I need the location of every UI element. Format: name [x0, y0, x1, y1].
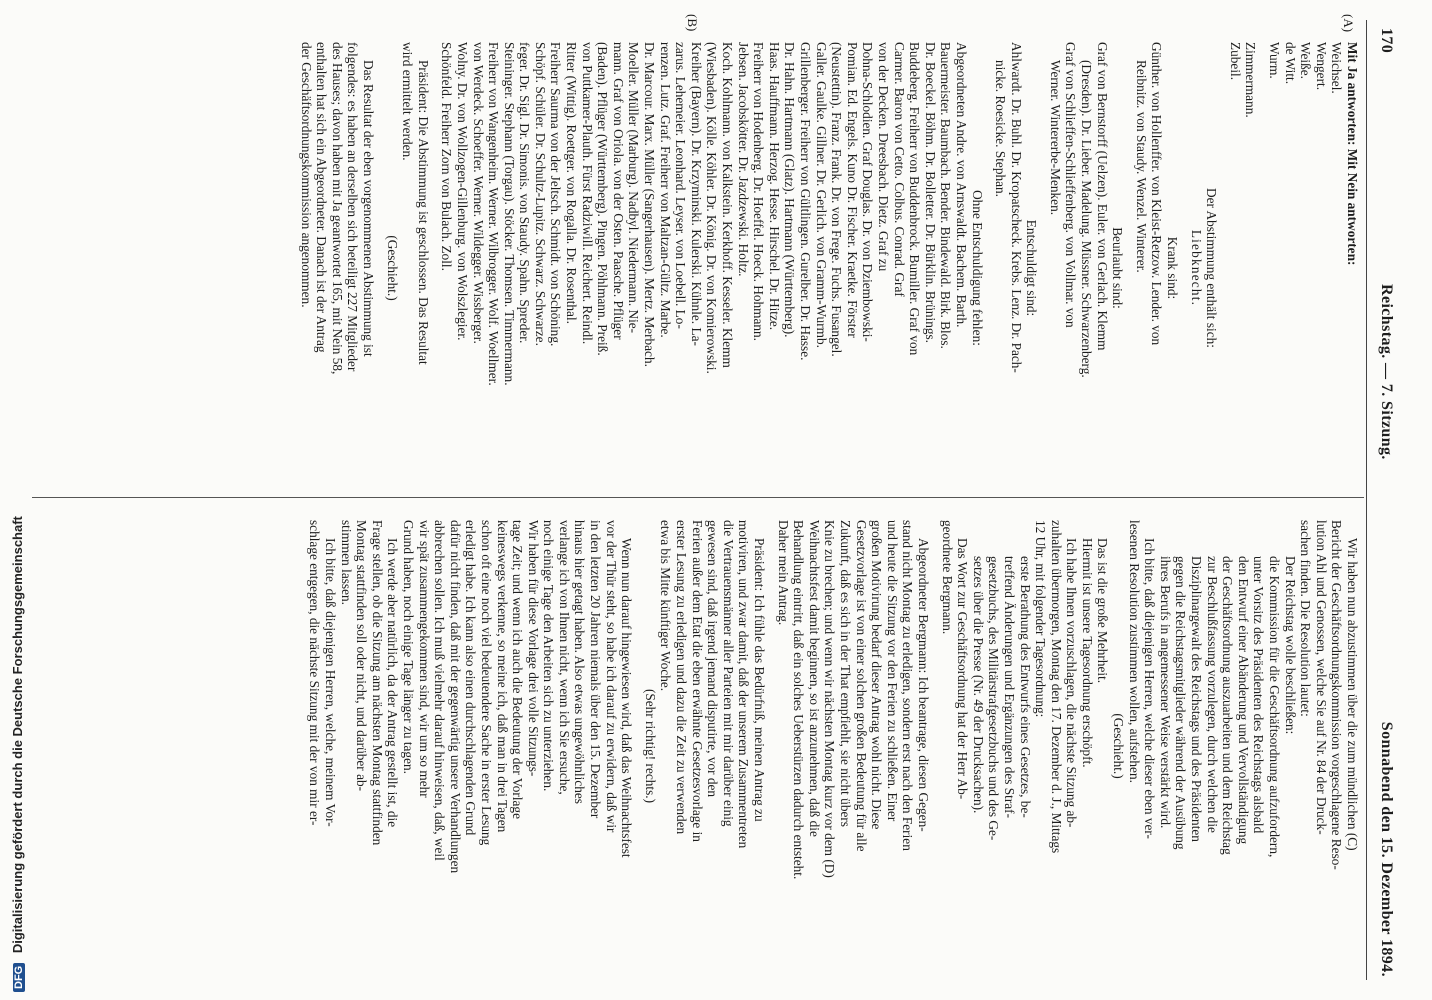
text-line: Buddeberg. Freiherr von Buddenbrock. Bumiller. Graf von — [907, 42, 923, 356]
text-line: Ahlwardt. Dr. Buhl. Dr. Kropatscheck. Krebs. Lenz. Dr. Pach- — [1008, 42, 1024, 373]
text-line: Zukunft, daß es sich in der That empfiehlt, sie nicht übers — [838, 520, 853, 827]
text-line: Schöpf. Schüler. Dr. Schultz-Lupitz. Schwarz. Schwarze. — [532, 42, 548, 346]
text-line: zuhalten übermorgen, Montag den 17. Dezember d. J., Mittags — [1048, 520, 1064, 854]
text-line — [767, 520, 775, 972]
text-line: keineswegs verkenne, so meine ich, daß man in drei Tagen — [494, 520, 510, 833]
text-line: Entschuldigt sind: — [1024, 219, 1040, 317]
text-line: Zubeil. — [1227, 42, 1243, 81]
text-line: der Geschäftsordnung auszuarbeiten und dem Reichstag — [1220, 556, 1236, 855]
text-line: Wurm. — [1267, 42, 1283, 79]
text-line: und heute die Sitzung vor den Ferien zu schließen. Einer — [884, 520, 900, 822]
text-line: Präsident: Die Abstimmung ist geschlossen. Das Resultat — [415, 60, 431, 365]
text-line: 12 Uhr, mit folgender Tagesordnung: — [1033, 520, 1049, 718]
text-line: von Werdeck. Schoeffer. Werner. Wildegger. Wissberger. — [470, 42, 486, 344]
text-line: nicke. Roesicke. Stephan. — [993, 60, 1009, 197]
text-line — [1180, 42, 1188, 494]
text-line: vor der Thür steht, so habe ich darauf zu erwidern, daß wir — [603, 520, 619, 833]
text-line: (Wiesbaden). Kölle. Köhler. Dr. König. Dr. von Komierowski. — [704, 42, 720, 374]
text-line: Hiermit ist unsere Tagesordnung erschöpft. — [1079, 538, 1095, 768]
text-line: den Entwurf einer Abänderung und Vervollständigung — [1235, 556, 1251, 845]
text-line: Wir haben nun abzustimmen über die zum mündlichen (C) — [1345, 538, 1360, 851]
page-header — [1370, 24, 1394, 979]
text-line: Mit Ja antworten: Mit Nein antworten: — [1345, 42, 1360, 266]
text-line — [634, 520, 642, 972]
text-line: Grund haben, noch einige Tage länger zu tagen. — [400, 520, 416, 774]
text-line: Ich bitte, daß diejenigen Herren, welche dieser eben ver- — [1142, 538, 1158, 839]
text-line: Ich bitte, daß diejenigen Herren, welche, meinem Vor- — [323, 538, 338, 827]
text-line: Koch. Kohlmann. von Kalkstein. Kerkhoff. Kesseler. Klemm — [720, 42, 736, 368]
text-line: Ich werde aber natürlich, da der Antrag gestellt ist, die — [385, 538, 401, 828]
text-line: verlange ich von Ihnen nicht, wenn ich Sie ersuche, — [556, 520, 572, 795]
text-line: Präsident: Ich fühle das Bedürfniß, meinen Antrag zu — [752, 538, 768, 822]
text-line: Jebsen. Jacobskötter. Dr. Jazdzewski. Holtz. — [735, 42, 751, 277]
text-line: de Witt. — [1282, 42, 1298, 85]
text-line: Wengert. — [1313, 42, 1329, 91]
text-line: tage Zeit; und wenn ich auch die Bedeutung der Vorlage — [510, 520, 526, 819]
session-title: Reichstag. — 7. Sitzung. — [1378, 284, 1395, 460]
session-date: Sonnabend den 15. Dezember 1894. — [1378, 721, 1395, 977]
text-line: Reibnitz. von Staudy. Wenzel. Winterer. — [1133, 60, 1149, 273]
text-line: Der Reichstag wolle beschließen: — [1282, 556, 1298, 735]
text-line: Dr. Hahn. Hartmann (Glatz). Hartmann (Württemberg). — [782, 42, 798, 338]
right-text-column — [307, 520, 1360, 972]
text-line: Graf von Schlieffen-Schlieffenberg. von Vollmar. von — [1063, 42, 1079, 328]
text-line: Moeller. Müller (Marburg). Nadbyl. Niedermann. Nie- — [626, 42, 642, 334]
page-number: 170 — [1378, 28, 1395, 54]
text-line: Dr. Marcour. Marx. Müller (Sangerhausen). Mertz. Merbach. — [642, 42, 658, 367]
left-text-column — [298, 42, 1360, 494]
text-line: Carmer. Baron von Cetto. Colbus. Conrad. Graf — [891, 42, 907, 297]
text-line — [1219, 42, 1227, 494]
text-line: von Puttkamer-Plauth. Fürst Radziwill. Reichert. Reindl. — [579, 42, 595, 345]
text-line: etwa bis Mitte künftiger Woche. — [658, 520, 674, 692]
text-line — [931, 520, 939, 972]
footer-credit-text: Digitalisierung gefördert durch die Deutsche Forschungsgemeinschaft — [10, 516, 25, 954]
text-line: Bauermeister. Baumbach. Bender. Bindewald. Birk. Blos. — [938, 42, 954, 349]
text-line — [985, 42, 993, 494]
text-line: die Kommission für die Geschäftsordnung aufzufordern, — [1267, 556, 1283, 858]
text-line: schlage entgegen, die nächste Sitzung mit der von mir er- — [307, 520, 323, 826]
text-line: stand nicht Montag zu erledigen, sondern erst nach den Ferien — [900, 520, 916, 851]
text-line: hinaus hier getagt haben. Also etwas ungewöhnliches — [572, 520, 588, 804]
text-line: Ich habe Ihnen vorzuschlagen, die nächste Sitzung ab- — [1064, 538, 1080, 828]
text-line: stimmen lassen. — [338, 520, 354, 605]
text-line: Schönfeld. Freiherr Zorn von Bulach. Zoll. — [439, 42, 455, 271]
text-line: Werner. Wintererbe-Menken. — [1047, 60, 1063, 216]
text-line: zarus. Lehemeier. Leonhard. Leyser. von Loebell. Lo- — [673, 42, 689, 329]
margin-marker-b: (B) — [685, 14, 700, 32]
text-line: ihres Berufs in angemessener Weise verstärkt wird. — [1157, 556, 1173, 829]
text-line: in den letzten 20 Jahren niemals über den 15. Dezember — [588, 520, 604, 819]
text-line: Abgeordneter Bergmann: Ich beantrage, diesen Gegen- — [915, 538, 931, 832]
text-line: von der Decken. Dreesbach. Dietz. Graf zu — [875, 42, 891, 272]
text-line: (Baden). Pflüger (Württemberg). Pingen. Pöhlmann. Preiß. — [595, 42, 611, 356]
margin-marker-a: (A) — [1341, 14, 1356, 33]
text-line: lution Ahl und Genossen, welche Sie auf Nr. 84 der Druck- — [1313, 520, 1329, 835]
text-line: treffend Änderungen und Ergänzungen des Straf- — [1001, 556, 1017, 819]
text-line: Abgeordneten Andre. von Arnswaldt. Bachem. Barth. — [953, 42, 969, 328]
text-line: renzen. Lutz. Graf. Freiherr von Maltzan-Gültz. Marbe. — [657, 42, 673, 338]
text-line: noch einige Tage den Arbeiten sich zu unterziehen. — [541, 520, 557, 792]
text-line: (Neustettin). Franz. Frank. Dr. von Frege. Fuchs. Fusangel. — [829, 42, 845, 357]
text-line: Zimmermann. — [1243, 42, 1259, 118]
text-line: (Dresden). Dr. Lieber. Madelung. Müssner. Schwarzenberg. — [1079, 60, 1095, 378]
text-line: Graf von Bernstorff (Uelzen). Euler. von Gerlach. Klemm — [1094, 42, 1110, 351]
text-line: Freiherr von Hodenberg. Dr. Hoeffel. Hoeck. Hohmann. — [751, 42, 767, 341]
text-line: dafür nicht finden, daß mit der gegenwärtig unsere Verhandlungen — [447, 520, 463, 874]
text-line: gesetzbuchs, des Militärstrafgesetzbuchs und des Ge- — [986, 556, 1002, 841]
text-line: Kreiher (Bayern). Dr. Krzyminski. Kulerski. Kühnle. La- — [688, 42, 704, 346]
text-line: Grillenberger. Freiherr von Gültlingen. Gurelber. Dr. Hasse. — [798, 42, 813, 361]
text-line: Pomian. Ed. Engels. Kuno Dr. Fischer. Kraetke. Förster — [844, 42, 860, 338]
text-line: Freiherr von Wangenheim. Werner. Wilbrogger. Wolf. Woellmer. — [486, 42, 502, 386]
text-line: Das Wort zur Geschäftsordnung hat der Herr Ab- — [955, 538, 971, 800]
text-line: Freiherr Saurma von der Jeltsch. Schmidt. von Schöning. — [548, 42, 564, 347]
text-line: unter Vorsitz des Präsidenten des Reichstags alsbald — [1251, 556, 1267, 834]
text-line: Ritter (Wittig). Roettger. von Rogalla. Dr. Rosenthal. — [564, 42, 580, 324]
text-line: zur Beschlußfassung vorzulegen, durch welchen die — [1204, 556, 1220, 833]
text-line: Ferien außer dem Etat die eben erwähnte Gesetzesvorlage in — [689, 520, 705, 842]
text-line: Günther. von Hollenffer. von Kleist-Retzow. Lender. von — [1149, 42, 1165, 346]
text-line: Montag stattfinden soll oder nicht, und darüber ab- — [354, 520, 370, 792]
text-line: Weihnachtsfest damit beginnen, so ist anzunehmen, daß die — [806, 520, 822, 837]
text-line: folgendes: es haben an derselben sich beteiligt 227 Mitglieder — [345, 42, 361, 372]
text-line — [1258, 42, 1266, 494]
text-line: feger. Dr. Sigl. Dr. Simonis. von Staudy. Spahn. Spreder. — [517, 42, 533, 344]
text-line: Steininger. Stephann (Torgau). Stöcker. Thomsen. Timmermann. — [501, 42, 517, 386]
text-line: (Geschieht.) — [384, 235, 400, 301]
text-line: wir spät zusammengekommen sind, wir um so mehr — [416, 520, 432, 798]
header-rule — [1366, 20, 1367, 980]
text-line: mann. Graf von Oriola. von der Osten. Paasche. Pflüger — [610, 42, 626, 340]
footer-credit — [10, 0, 32, 992]
text-line: Galler. Gaulke. Gillner. Dr. Gerlich. von Gramm-Wurmb. — [813, 42, 829, 348]
text-line: Disziplinargewalt des Reichstags und des Präsidenten — [1189, 556, 1205, 842]
text-line: Behandlung eintritt, daß ein solches Ueberstürzen dadurch entsteht. — [791, 520, 807, 880]
text-line: motiviren, und zwar damit, daß der unserem Zusammentreten — [736, 520, 752, 849]
text-line: Krank sind: — [1165, 236, 1181, 300]
text-line: (Sehr richtig! rechts.) — [642, 688, 658, 804]
text-line: geordnete Bergmann. — [939, 520, 955, 635]
text-line — [1125, 42, 1133, 494]
text-line: die Vertrauensmänner aller Parteien mit mir darüber einig — [720, 520, 736, 827]
text-line: Weichsel. — [1329, 42, 1345, 94]
text-line: Das Resultat der eben vorgenommenen Abstimmung ist — [360, 60, 376, 357]
text-line: schon oft eine noch viel bedeutendere Sache in erster Lesung — [478, 520, 494, 846]
dfg-logo: DFG — [13, 963, 25, 992]
text-line: sachen finden. Die Resolution lautet: — [1298, 520, 1314, 717]
column-divider — [32, 497, 1364, 498]
text-line: lesenen Resolution zustimmen wollen, aufstehen. — [1126, 520, 1142, 783]
text-line: setzes über die Presse (Nr. 49 der Drucksachen). — [970, 556, 986, 814]
digitization-footer — [8, 0, 32, 1000]
text-line: Dr. Boeckel. Böhm. Dr. Bolletter. Dr. Bürklin. Brünings. — [922, 42, 938, 344]
text-line: Das ist die große Mehrheit. — [1095, 538, 1111, 684]
text-line: Beurlaubt sind: — [1110, 227, 1126, 309]
text-line: großen Motivirung bedarf dieser Antrag wohl nicht. Diese — [869, 520, 885, 830]
text-line: Gesetzvorlage ist von einer solchen großen Bedeutung für alle — [853, 520, 869, 852]
text-line: gegen die Reichstagsmitglieder während der Ausübung — [1173, 556, 1189, 850]
text-line: Dohna-Schlodien. Graf Douglas. Dr. von Dziembowski- — [860, 42, 876, 342]
text-line: enthalten hat sich ein Abgeordneter. Danach ist der Antrag — [314, 42, 330, 353]
text-line: Knie zu brechen; und wenn wir nächsten Montag kurz vor dem (D) — [822, 520, 838, 878]
text-line: erledigt habe. Ich kann also einen durchschlagenden Grund — [463, 520, 479, 836]
text-line: Der Abstimmung enthält sich: — [1204, 188, 1220, 348]
text-line: gewesen sind, daß irgend jemand disputirte, vor den — [705, 520, 721, 798]
text-line: abbrechen sollen. Ich muß vielmehr darauf hinweisen, daß, weil — [432, 520, 448, 861]
text-line: erste Berathung des Entwurfs eines Gesetzes, be- — [1017, 556, 1033, 818]
text-line: erster Lesung zu erledigen und dazu die Zeit zu verwenden — [674, 520, 690, 835]
text-line: Bericht der Geschäftsordnungskommission vorgeschlagene Reso- — [1329, 520, 1345, 870]
text-line: wird ermittelt werden. — [400, 42, 416, 161]
text-line: (Geschieht.) — [1111, 713, 1127, 779]
text-line: Wenn nun darauf hingewiesen wird, daß das Weihnachtsfest — [619, 538, 635, 858]
text-line: Daher mein Antrag. — [775, 520, 791, 626]
text-line: Wolny. Dr. von Wollzogen-Gillenburg. von Wolszlegier. — [454, 42, 470, 341]
text-line — [376, 42, 384, 494]
text-line: Liebknecht. — [1188, 229, 1204, 307]
text-line: Weiße. — [1298, 42, 1314, 79]
text-line: Haas. Hauffmann. Herzog. Hesse. Hirschel. Dr. Hitze. — [766, 42, 782, 331]
text-line — [1039, 42, 1047, 494]
text-line: Wir haben für diese Vorlage drei volle Sitzungs- — [525, 520, 541, 777]
text-line: der Geschäftsordnungskommission angenommen. — [298, 42, 314, 308]
text-line: des Hauses; davon haben mit Ja geantwortet 165, mit Nein 58, — [329, 42, 345, 375]
text-line — [431, 42, 439, 494]
text-line: Ohne Entschuldigung fehlen: — [969, 190, 985, 346]
text-line: Frage stellen, ob die Sitzung am nächsten Montag stattfinden — [369, 520, 385, 846]
